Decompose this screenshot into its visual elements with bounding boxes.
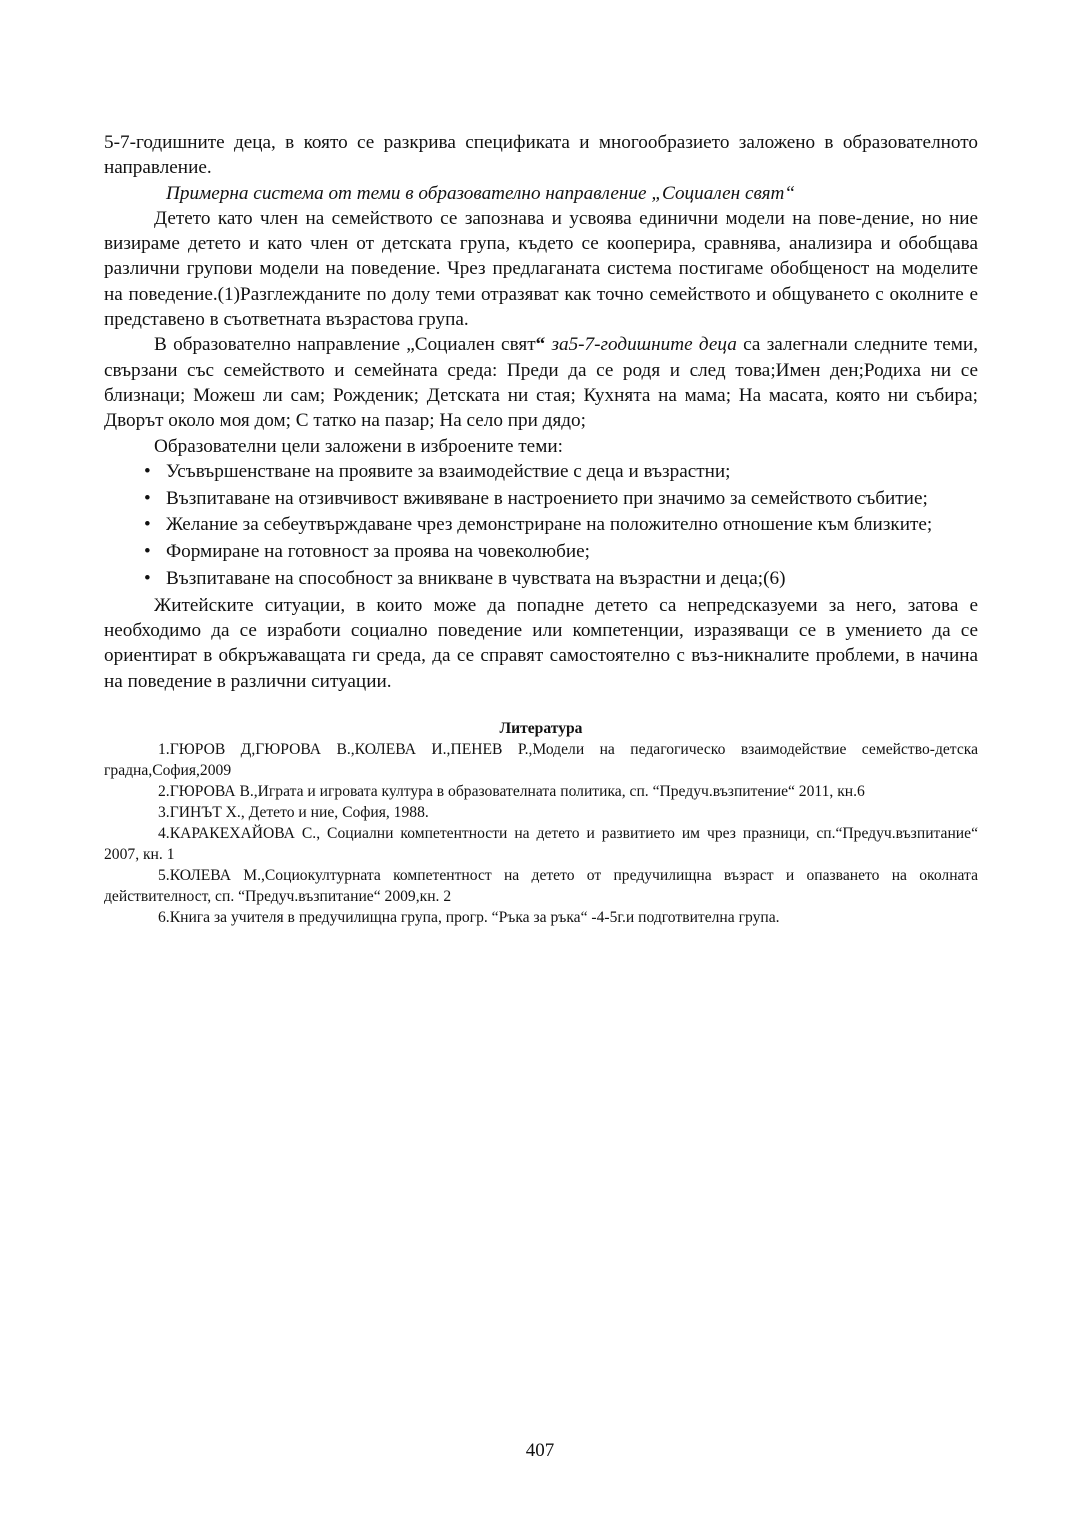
- paragraph-topics: [104, 332, 978, 433]
- list-item: • Желание за себеутвърждаване чрез демонстриране на положително отношение към близките;: [104, 512, 978, 537]
- bullet-icon: •: [144, 460, 151, 482]
- topics-text-end: са залегнали следните теми, свързани със семейството и семейната среда: Преди да се родя и след това;Имен ден;Родиха ни се близнаци; Можеш ли сам; Рожденик; Детската ни стая; Кухнята на мама; На масата, която ни събира; Дворът около моя дом; С татко на пазар; На село при дядо;: [104, 334, 978, 432]
- references-title: Литература: [499, 720, 583, 738]
- reference-item: 2.ГЮРОВА В.,Играта и игровата култура в образователната политика, сп. “Предуч.възпитение“ 2011, кн.6: [158, 783, 865, 801]
- bullet-icon: •: [144, 514, 151, 536]
- reference-item: 5.КОЛЕВА М.,Социокултурната компетентност на детето от предучилищна възраст и опазването на околната действителност, сп. “Предуч.възпитание“ 2009,кн. 2: [104, 867, 978, 906]
- section-subheading: Примерна система от теми в образователно направление „Социален свят“: [166, 182, 796, 204]
- goals-list: [104, 459, 978, 591]
- list-item: • Възпитаване на способност за вникване в чувствата на възрастни и деца;(6): [104, 566, 978, 591]
- bullet-icon: •: [144, 568, 151, 590]
- reference-item: 3.ГИНЪТ Х., Детето и ние, София, 1988.: [158, 804, 429, 822]
- bullet-icon: •: [144, 487, 151, 509]
- topics-quote-mark: “: [535, 334, 546, 356]
- reference-item: 6.Книга за учителя в предучилищна група, прогр. “Ръка за ръка“ -4-5г.и подготвителна група.: [158, 909, 780, 927]
- bullet-icon: •: [144, 541, 151, 563]
- topics-text-start: В образователно направление „Социален свят: [154, 334, 536, 356]
- references-list: [104, 739, 978, 928]
- page-number: 407: [525, 1440, 555, 1461]
- reference-item: 4.КАРАКЕХАЙОВА С., Социални компетентности на детето и развитието им чрез празници, сп.“Предуч.възпитание“ 2007, кн. 1: [104, 825, 978, 864]
- list-item: • Формиране на готовност за проява на човеколюбие;: [104, 539, 978, 564]
- reference-item: 1.ГЮРОВ Д,ГЮРОВА В.,КОЛЕВА И.,ПЕНЕВ Р.,Модели на педагогическо взаимодействие семейство-детска градна,София,2009: [104, 741, 978, 780]
- paragraph-family-models: Детето като член на семейството се запознава и усвоява единични модели на пове-дение, но ние визираме детето и като член от детската група, където се кооперира, сравнява, анализира и обобщава различни групови модели на поведение. Чрез предлаганата система постигаме обобщеност на моделите на поведение.(1)Разглежданите по долу теми отразяват как точно семейството и общуването с околните е представено в съответната възрастова група.: [104, 207, 978, 331]
- paragraph-intro: 5-7-годишните деца, в която се разкрива спецификата и многообразието заложено в образователното направление.: [104, 132, 978, 179]
- paragraph-life-situations: Житейските ситуации, в които може да попадне детето са непредсказуеми за него, затова е необходимо да се изработи социално поведение или компетенции, изразяващи се в умението да се ориентират в обкръжаващата ги среда, да се справят самостоятелно с въз-никналите проблеми, в начина на поведение в различни ситуации.: [104, 594, 978, 692]
- goals-intro: Образователни цели заложени в изброените теми:: [154, 435, 563, 457]
- main-text: [104, 130, 978, 694]
- page-content: [104, 130, 978, 928]
- topics-age-group: за5-7-годишните деца: [545, 334, 737, 356]
- list-item: • Възпитаване на отзивчивост вживяване в настроението при значимо за семейството събитие;: [104, 486, 978, 511]
- list-item: • Усъвършенстване на проявите за взаимодействие с деца и възрастни;: [104, 459, 978, 484]
